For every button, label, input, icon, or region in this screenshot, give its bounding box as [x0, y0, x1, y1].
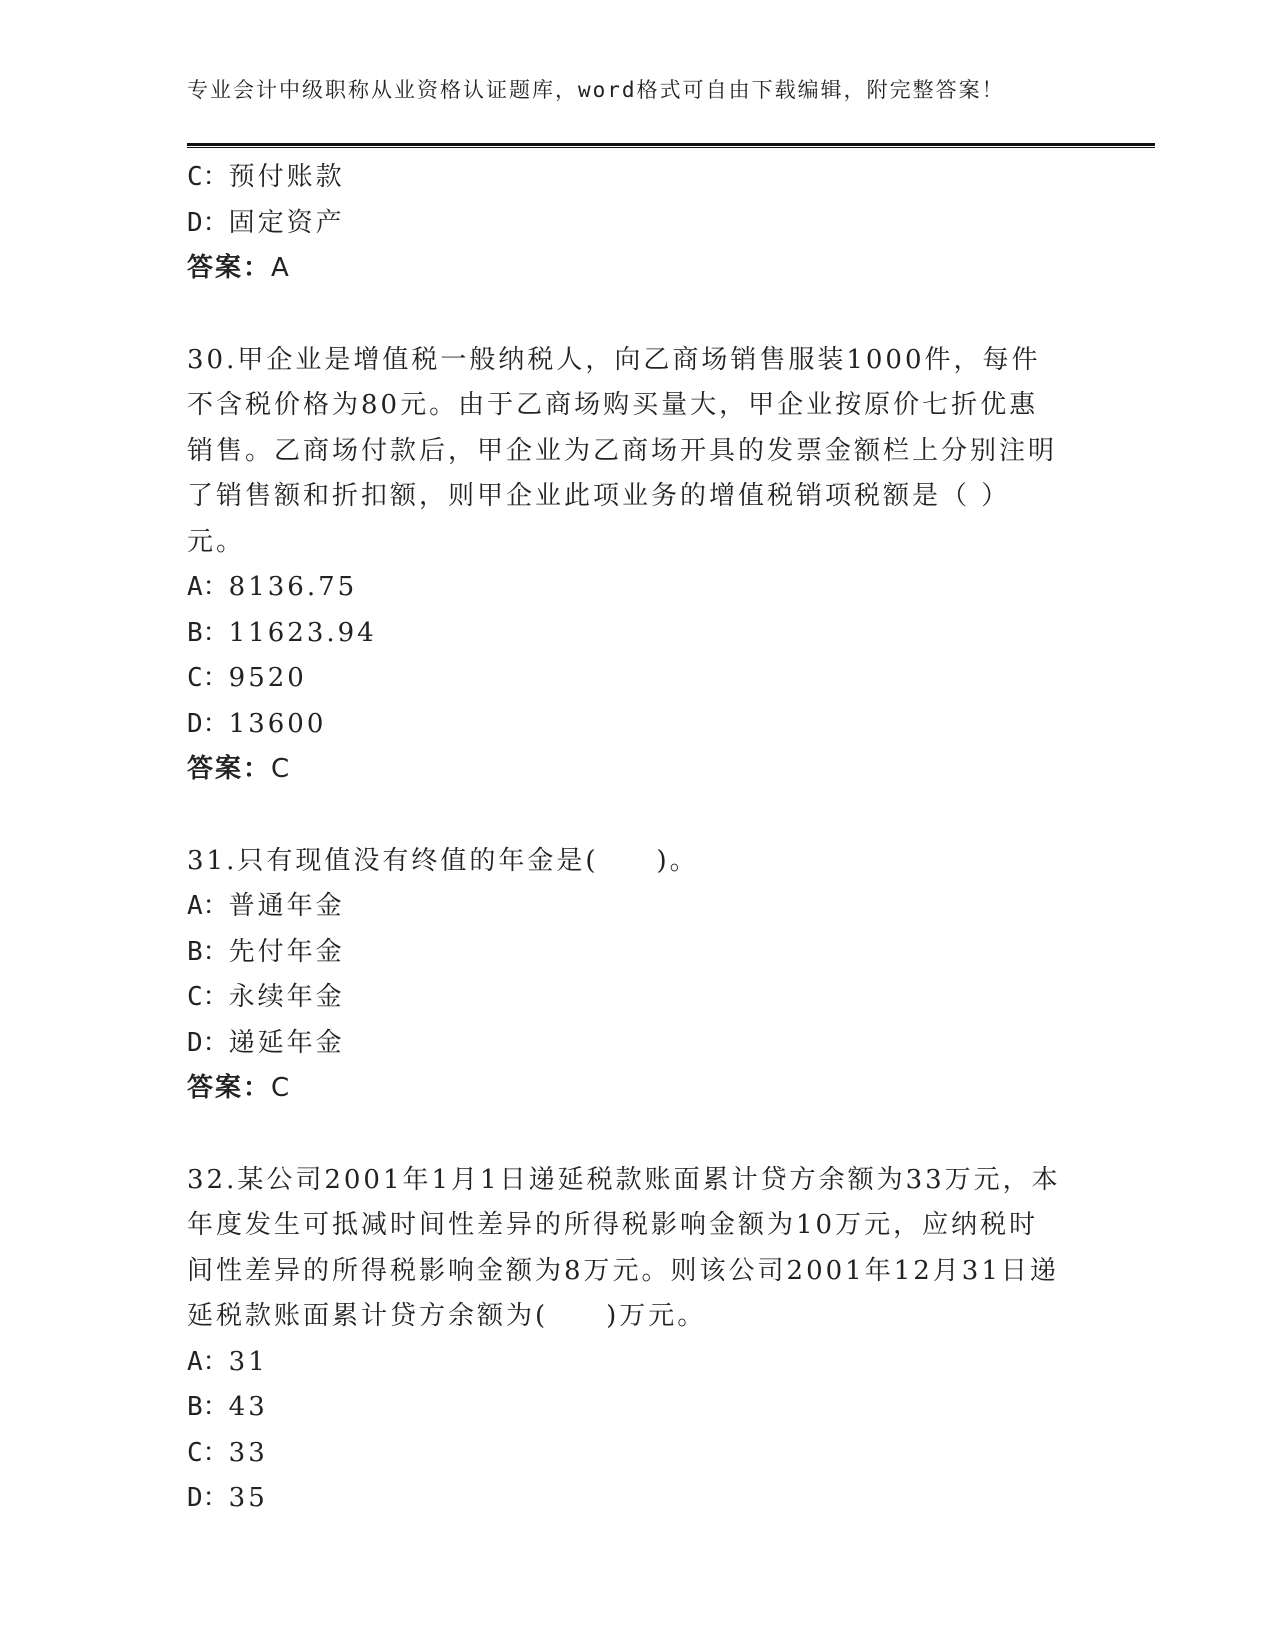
option-line: [187, 1340, 1087, 1386]
answer-label: 答案：: [187, 754, 272, 784]
option-line: [187, 656, 1087, 702]
option-line: [187, 702, 1087, 748]
option-text: 先付年金: [228, 936, 345, 967]
option-prefix: D：: [187, 1483, 229, 1513]
option-text: 11623.94: [228, 617, 377, 648]
option-prefix: A：: [187, 891, 229, 921]
option-prefix: C：: [187, 1437, 229, 1468]
question-stem: 30.甲企业是增值税一般纳税人，向乙商场销售服装1000件，每件不含税价格为80元。由于乙商场购买量大，甲企业按原价七折优惠销售。乙商场付款后，甲企业为乙商场开具的发票金额栏上分别注明了销售额和折扣额，则甲企业此项业务的增值税销项税额是（ ）元。: [187, 344, 1058, 557]
option-text: 普通年金: [228, 891, 345, 921]
header-divider: [187, 143, 1155, 148]
option-prefix: C：: [187, 663, 229, 693]
answer-line: [187, 1066, 1087, 1112]
option-line: [187, 155, 1087, 201]
option-line: [187, 201, 1087, 247]
option-text: 9520: [228, 663, 307, 693]
option-line: [187, 1385, 1087, 1431]
option-line: [187, 1476, 1087, 1522]
answer-label: 答案：: [187, 253, 272, 283]
option-text: 预付账款: [228, 162, 345, 192]
spacer: [187, 1112, 1087, 1158]
spacer: [187, 793, 1087, 839]
document-body: [187, 155, 1087, 1522]
option-prefix: C：: [187, 982, 229, 1012]
option-text: 35: [228, 1483, 268, 1513]
answer-line: [187, 246, 1087, 292]
question-stem: 31.只有现值没有终值的年金是( )。: [187, 845, 699, 876]
option-line: [187, 1431, 1087, 1477]
option-prefix: D：: [187, 1027, 229, 1058]
option-prefix: B：: [187, 617, 229, 648]
option-text: 33: [228, 1437, 268, 1468]
answer-value: A: [271, 253, 290, 283]
option-prefix: B：: [187, 1392, 229, 1422]
option-line: [187, 884, 1087, 930]
option-text: 永续年金: [228, 982, 345, 1012]
option-prefix: B：: [187, 936, 229, 967]
option-text: 8136.75: [228, 572, 358, 602]
page-header: 专业会计中级职称从业资格认证题库，word格式可自由下载编辑，附完整答案！: [187, 78, 1005, 102]
option-line: [187, 1021, 1087, 1067]
option-line: [187, 975, 1087, 1021]
option-line: [187, 930, 1087, 976]
option-prefix: C：: [187, 162, 229, 192]
option-line: [187, 565, 1087, 611]
question-stem: 32.某公司2001年1月1日递延税款账面累计贷方余额为33万元，本年度发生可抵减时间性差异的所得税影响金额为10万元，应纳税时间性差异的所得税影响金额为8万元。则该公司2001年12月31日递延税款账面累计贷方余额为( )万元。: [187, 1164, 1061, 1331]
option-text: 43: [228, 1392, 268, 1422]
option-prefix: D：: [187, 708, 229, 739]
option-text: 13600: [228, 708, 327, 739]
answer-line: [187, 747, 1087, 793]
answer-label: 答案：: [187, 1073, 272, 1103]
answer-value: C: [271, 1073, 291, 1103]
spacer: [187, 292, 1087, 338]
option-prefix: A：: [187, 1346, 229, 1377]
option-text: 31: [228, 1346, 268, 1377]
option-text: 固定资产: [228, 207, 345, 238]
answer-value: C: [271, 754, 291, 784]
option-prefix: A：: [187, 572, 229, 602]
option-text: 递延年金: [228, 1027, 345, 1058]
option-line: [187, 611, 1087, 657]
option-prefix: D：: [187, 207, 229, 238]
